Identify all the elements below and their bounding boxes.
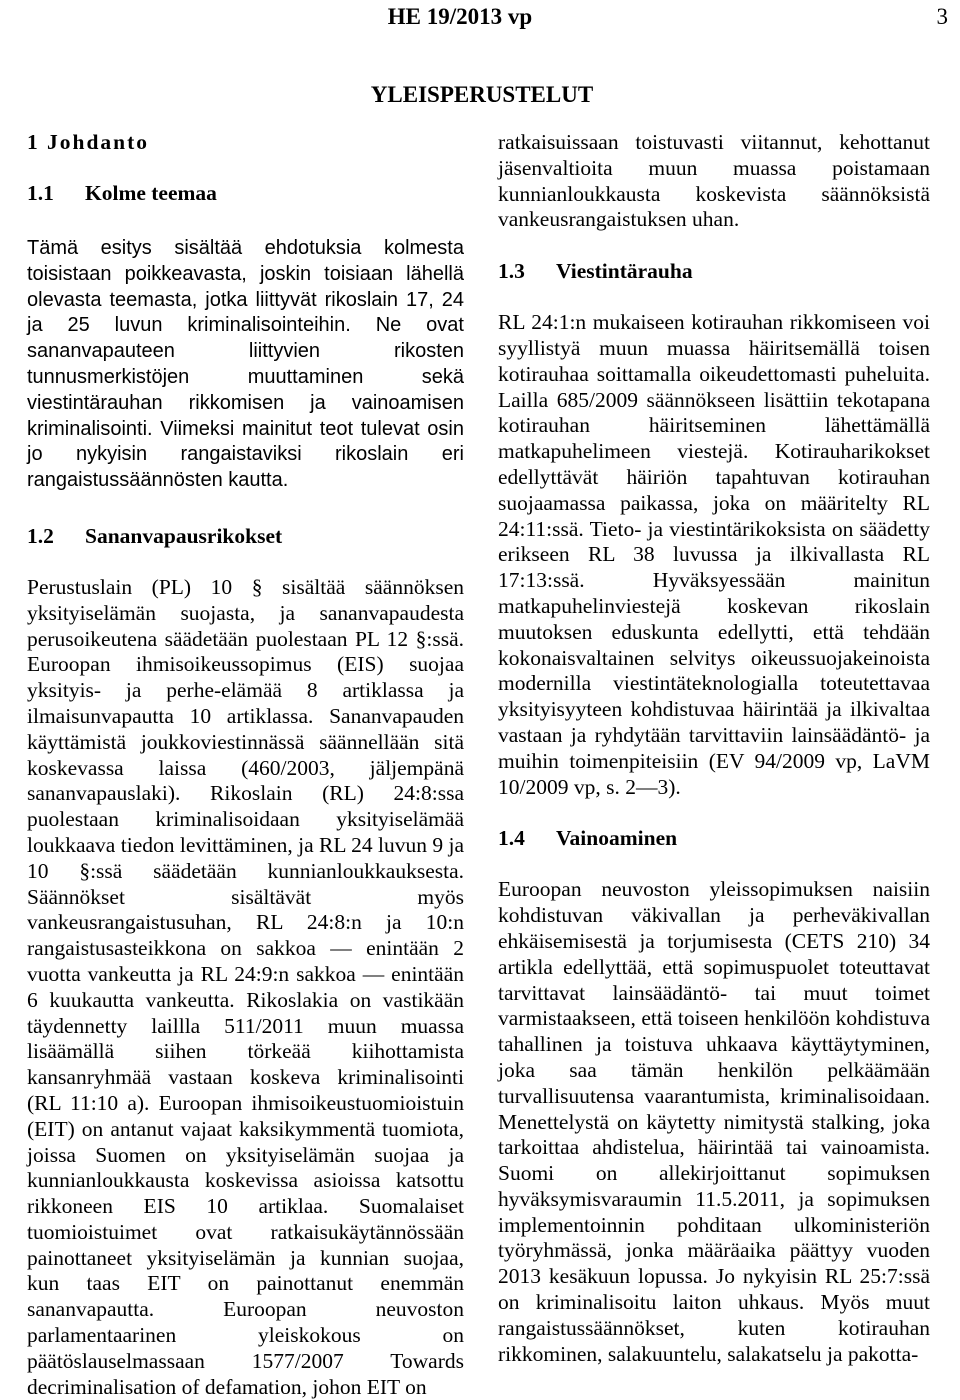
page-number: 3	[936, 4, 948, 29]
heading-number: 1.4	[498, 826, 525, 851]
heading-text: Kolme teemaa	[85, 181, 217, 205]
paragraph-kolme-teemaa: Tämä esitys sisältää ehdotuksia kolmesta toisistaan poikkeavasta, joskin toisiaan lähellä olevasta teemasta, jotka liittyvät rikoslain 17, 24 ja 25 luvun kriminalisointeihin. Ne ovat sananvapauteen liittyvien rikosten tunnusmerkistöjen muuttaminen sekä viestintärauhan rikkomisen ja vainoamisen kriminalisointi. Viimeksi mainitut teot tulevat osin jo nykyisin rangaistaviksi rikoslain eri rangaistussäännösten kautta.	[27, 237, 464, 492]
section-title: YLEISPERUSTELUT	[370, 82, 594, 107]
paragraph-viestintarauha: RL 24:1:n mukaiseen kotirauhan rikkomiseen voi syyllistyä muun muassa häiritsemällä toisen kotirauhaa soittamalla oikeudettomasti puheluita. Lailla 685/2009 säännökseen lisättiin tekotapana kotirauhan häiritseminen lähettämällä matkapuhelimeen viestejä. Kotirauharikokset edellyttävät häiriön tapahtuvan kotirauhan suojaamassa paikassa, joka on määritelty RL 24:11:ssä. Tieto- ja viestintärikoksista on säädetty erikseen RL 38 luvussa ja ilkivallasta RL 17:13:ssä. Hyväksyessään mainitun matkapuhelinviestejä koskevan rikoslain muutoksen eduskunta edellytti, että tehdään kokonaisvaltainen selvitys oikeussuojakeinoista modernilla viestintäteknologialla toteutettavaa yksityisyyteen kohdistuvaa häirintää ja ilkivaltaa vastaan ja ryhdytään tarvittaviin lainsäädäntö- ja muihin toimenpiteisiin (EV 94/2009 vp, LaVM 10/2009 vp, s. 2—3).	[498, 310, 930, 799]
heading-sananvapausrikokset	[27, 524, 464, 549]
paragraph-vainoaminen: Euroopan neuvoston yleissopimuksen naisiin kohdistuvan väkivallan ja perheväkivallan ehkäisemisestä ja torjumisesta (CETS 210) 34 artikla edellyttää, että sopimuspuolet toteuttavat tarvittavat lainsäädäntö- tai muut toimet varmistaakseen, että toiseen henkilöön kohdistuva tahallinen ja toistuva uhkaava käyttäytyminen, joka saa tämän henkilön pelkäämään turvallisuutensa vaarantumista, kriminalisoidaan. Menettelystä on käytetty nimitystä stalking, joka tarkoittaa ahdistelua, häirintää tai vainoamista. Suomi on allekirjoittanut sopimuksen hyväksymisvaraumin 11.5.2011, ja sopimuksen implementoinnin pohditaan ulkoministeriön työryhmässä, jonka määräaika päättyy vuoden 2013 kesäkuun lopussa. Jo nykyisin RL 25:7:ssä on kriminalisoitu laiton uhkaus. Myös muut rangaistussäännökset, kuten kotirauhan rikkominen, salakuuntelu, salakatselu ja pakotta-	[498, 877, 930, 1366]
heading-kolme-teemaa	[27, 181, 464, 206]
heading-number: 1	[27, 130, 40, 154]
heading-johdanto	[27, 130, 464, 155]
heading-number: 1.2	[27, 523, 54, 548]
heading-text: Viestintärauha	[556, 259, 693, 284]
heading-text: Vainoaminen	[556, 826, 678, 851]
left-column	[27, 130, 464, 1400]
heading-number: 1.3	[498, 259, 525, 284]
heading-viestintarauha	[498, 259, 930, 284]
heading-number: 1.1	[27, 181, 54, 205]
document-id-header: HE 19/2013 vp	[387, 4, 533, 29]
paragraph-continued: ratkaisuissaan toistuvasti viitannut, kehottanut jäsenvaltioita muun muassa poistamaan kunnianloukkausta koskevista säännöksistä vankeusrangaistuksen uhan.	[498, 130, 930, 232]
right-column	[498, 130, 930, 1367]
heading-text: Sananvapausrikokset	[85, 523, 283, 548]
paragraph-sananvapausrikokset: Perustuslain (PL) 10 § sisältää säännöksen yksityiselämän suojasta, ja sananvapaudesta perusoikeutena säädetään puolestaan PL 12 §:ssä. Euroopan ihmisoikeussopimus (EIS) suojaa yksityis- ja perhe-elämää 8 artiklassa ja ilmaisunvapautta 10 artiklassa. Sananvapauden käyttämistä joukkoviestinnässä säännellään sitä koskevassa laissa (460/2003, jäljempänä sananvapauslaki). Rikoslain (RL) 24:8:ssa puolestaan kriminalisoidaan yksityiselämää loukkaava tiedon levittäminen, ja RL 24 luvun 9 ja 10 §:ssä säädetään kunnianloukkauksesta. Säännökset sisältävät myös vankeusrangaistusuhan, RL 24:8:n ja 10:n rangaistusasteikkona on sakkoa — enintään 2 vuotta vankeutta ja RL 24:9:n sakkoa — enintään 6 kuukautta vankeutta. Rikoslakia on vastikään täydennetty laillla 511/2011 muun muassa lisäämällä siihen törkeää kiihottamista kansanryhmää vastaan koskeva kriminalisointi (RL 11:10 a). Euroopan ihmisoikeustuomioistuin (EIT) on antanut vajaat kaksikymmentä tuomiota, joissa Suomen on yksityiselämän suojaa ja kunnianloukkausta koskevissa asioissa katsottu rikkoneen EIS 10 artiklaa. Suomalaiset tuomioistuimet ovat ratkaisukäytännössään painottaneet yksityiselämän ja kunnian suojaa, kun taas EIT on painottanut enemmän sananvapautta. Euroopan neuvoston parlamentaarinen yleiskokous on päätöslauselmassaan 1577/2007 Towards decriminalisation of defamation, johon EIT on	[27, 574, 464, 1399]
heading-vainoaminen	[498, 826, 930, 851]
heading-text: Johdanto	[47, 130, 150, 154]
